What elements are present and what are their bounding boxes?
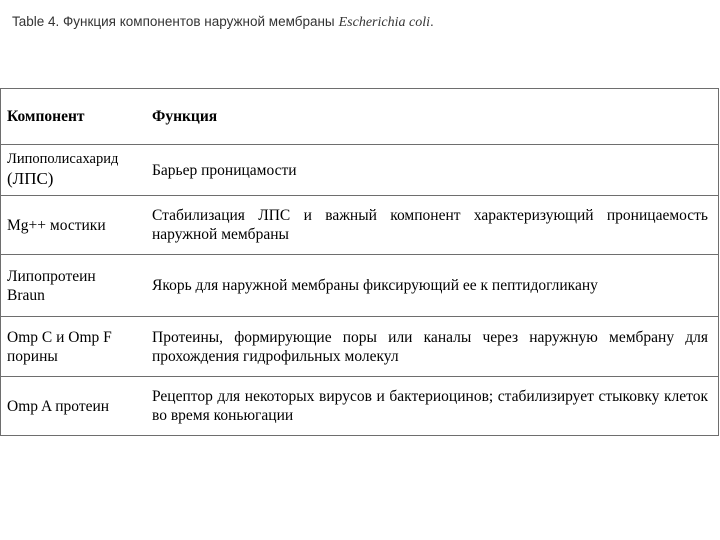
header-function: Функция bbox=[144, 89, 719, 145]
caption-species: Escherichia coli bbox=[338, 15, 430, 30]
table-row bbox=[1, 377, 719, 436]
caption-period: . bbox=[430, 14, 434, 29]
table-caption bbox=[12, 14, 434, 31]
component-name: Липополисахарид bbox=[7, 150, 119, 167]
component-cell bbox=[1, 145, 145, 196]
header-component: Компонент bbox=[1, 89, 145, 145]
table-header-row bbox=[1, 89, 719, 145]
function-cell: Протеины, формирующие поры или каналы через наружную мембрану для прохождения гидрофильных молекул bbox=[144, 317, 719, 377]
function-cell: Якорь для наружной мембраны фиксирующий ее к пептидогликану bbox=[144, 255, 719, 317]
component-cell: Omp C и Omp F порины bbox=[1, 317, 145, 377]
component-cell: Липопротеин Braun bbox=[1, 255, 145, 317]
table-row bbox=[1, 255, 719, 317]
components-table bbox=[0, 88, 719, 436]
table-row bbox=[1, 145, 719, 196]
table-row bbox=[1, 317, 719, 377]
component-cell: Mg++ мостики bbox=[1, 196, 145, 255]
table-row bbox=[1, 196, 719, 255]
component-abbreviation: (ЛПС) bbox=[7, 168, 54, 188]
component-cell: Omp A протеин bbox=[1, 377, 145, 436]
function-cell: Стабилизация ЛПС и важный компонент характеризующий проницаемость наружной мембраны bbox=[144, 196, 719, 255]
function-cell: Рецептор для некоторых вирусов и бактериоцинов; стабилизирует стыковку клеток во время коньюгации bbox=[144, 377, 719, 436]
caption-label: Table 4. Функция компонентов наружной мембраны bbox=[12, 14, 335, 29]
function-cell: Барьер проницамости bbox=[144, 145, 719, 196]
